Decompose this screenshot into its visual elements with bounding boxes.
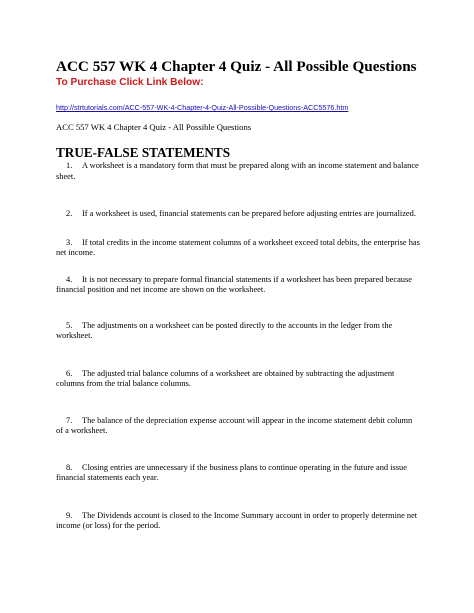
question-number: 2.	[66, 209, 73, 218]
question-number: 8.	[66, 462, 73, 472]
question-text: The adjustments on a worksheet can be posted directly to the accounts in the ledger from the worksheet.	[56, 320, 393, 340]
question-item	[56, 238, 420, 259]
question-text: The adjusted trial balance columns of a worksheet are obtained by subtracting the adjustment columns from the trial balance columns.	[56, 368, 395, 388]
question-item	[56, 511, 420, 532]
question-number: 4.	[66, 274, 73, 284]
question-item	[56, 275, 420, 296]
purchase-label: To Purchase Click Link Below:	[56, 77, 204, 88]
question-item	[56, 321, 420, 342]
question-text: If total credits in the income statement columns of a worksheet exceed total debits, the enterprise has net income.	[56, 237, 420, 257]
document-title: ACC 557 WK 4 Chapter 4 Quiz - All Possible Questions	[56, 58, 417, 75]
question-list	[56, 161, 420, 532]
question-number: 6.	[66, 368, 73, 378]
question-text: A worksheet is a mandatory form that must be prepared along with an income statement and balance sheet.	[56, 161, 419, 181]
question-text: The Dividends account is closed to the Income Summary account in order to properly determine net income (or loss) for the period.	[56, 510, 418, 530]
question-text: It is not necessary to prepare formal financial statements if a worksheet has been prepared because financial position and net income are shown on the worksheet.	[56, 274, 412, 294]
document-subtitle: ACC 557 WK 4 Chapter 4 Quiz - All Possible Questions	[56, 122, 252, 132]
question-item	[56, 463, 420, 484]
question-item	[56, 161, 420, 182]
document-page	[56, 58, 420, 532]
purchase-link[interactable]: http://strtutorials.com/ACC-557-WK-4-Chapter-4-Quiz-All-Possible-Questions-ACC5576.htm	[56, 103, 349, 112]
question-item	[56, 209, 420, 220]
question-text: The balance of the depreciation expense account will appear in the income statement debit column of a worksheet.	[56, 415, 413, 435]
question-text: If a worksheet is used, financial statements can be prepared before adjusting entries are journalized.	[82, 209, 416, 218]
question-text: Closing entries are unnecessary if the business plans to continue operating in the future and issue financial statements each year.	[56, 462, 407, 482]
section-heading: TRUE-FALSE STATEMENTS	[56, 145, 231, 160]
question-item	[56, 369, 420, 390]
question-number: 3.	[66, 237, 73, 247]
question-number: 7.	[66, 415, 73, 425]
question-number: 9.	[66, 510, 73, 520]
question-number: 5.	[66, 320, 73, 330]
question-number: 1.	[66, 161, 73, 170]
question-item	[56, 416, 420, 437]
